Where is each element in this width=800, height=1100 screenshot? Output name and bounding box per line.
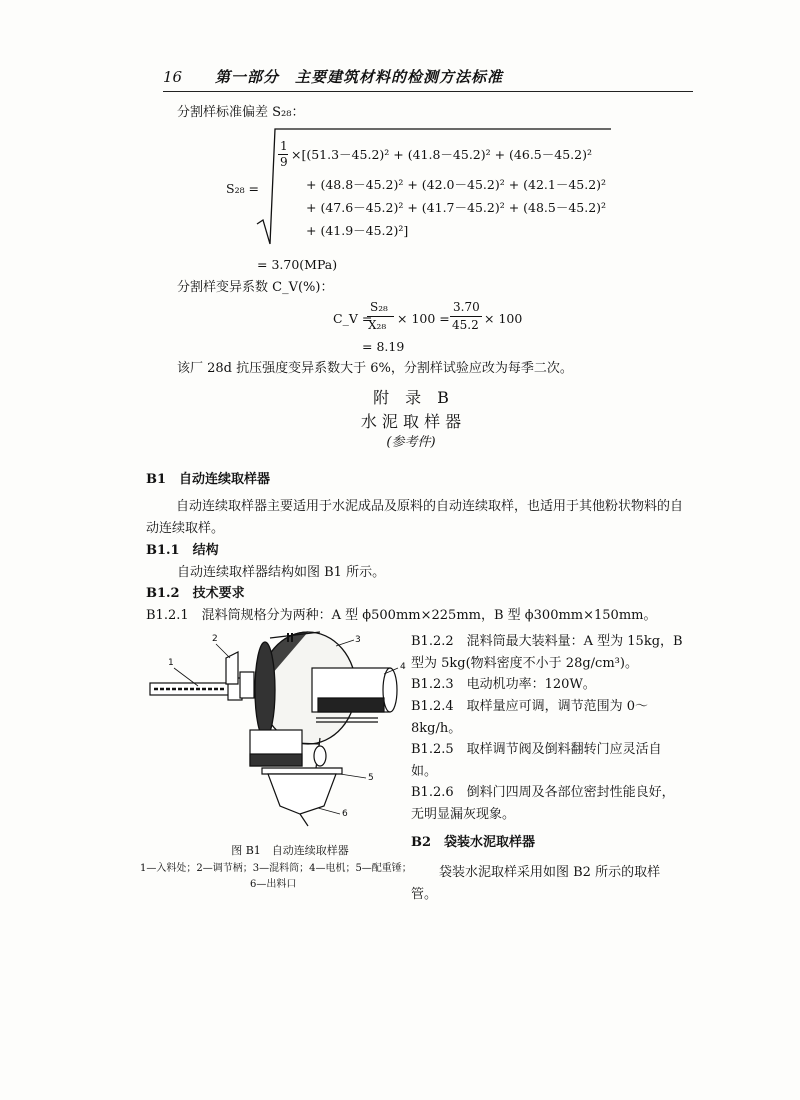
page-number: 16 (163, 68, 183, 86)
cv-frac1-numerator: S₂₈ (370, 300, 388, 314)
formula-line-3: + (47.6－45.2)² + (41.7－45.2)² + (48.5－45.2)² (306, 200, 607, 215)
cv-frac2-bar (450, 316, 482, 317)
cv-frac2-numerator: 3.70 (453, 300, 480, 314)
std-dev-lhs: S₂₈ = (226, 181, 260, 196)
figure-label-4: 4 (400, 662, 406, 672)
appendix-label: 附 录 B (373, 388, 449, 407)
appendix-title: 水 泥 取 样 器 (360, 412, 462, 431)
cv-intro: 分割样变异系数 C_V(%)： (177, 280, 334, 295)
formula-line-1: ×[(51.3－45.2)² + (41.8－45.2)² + (46.5－45.2)² (291, 147, 592, 162)
item-b1-2-2: B1.2.2 混料筒最大装料量：A 型为 15kg，B 型为 5kg(物料密度不小于 28g/cm³)。 (411, 634, 683, 671)
fraction-numerator: 1 (280, 139, 288, 153)
section-b1-1-paragraph: 自动连续取样器结构如图 B1 所示。 (177, 565, 386, 580)
item-b1-2-3: B1.2.3 电动机功率：120W。 (411, 677, 596, 692)
std-dev-result: = 3.70(MPa) (257, 257, 338, 272)
conclusion-text: 该厂 28d 抗压强度变异系数大于 6%，分割样试验应改为每季二次。 (177, 361, 573, 376)
std-dev-intro: 分割样标准偏差 S₂₈： (177, 105, 305, 120)
formula-line-4: + (41.9－45.2)²] (306, 223, 409, 238)
cv-frac1-bar (367, 316, 394, 317)
figure-legend-line-2: 6—出料口 (250, 879, 297, 890)
section-b2-title: B2 袋装水泥取样器 (411, 835, 536, 850)
section-b2-paragraph: 袋装水泥取样采用如图 B2 所示的取样管。 (411, 865, 661, 902)
item-b1-2-6: B1.2.6 倒料门四周及各部位密封性能良好，无明显漏灰现象。 (411, 785, 675, 822)
counterweight (250, 730, 302, 766)
figure-b1-sampler-drawing (140, 628, 410, 828)
figure-legend-line-1: 1—入料处；2—调节柄；3—混料筒；4—电机；5—配重锤； (140, 863, 412, 874)
running-header-title: 第一部分 主要建筑材料的检测方法标准 (215, 68, 504, 86)
cv-result: = 8.19 (362, 339, 405, 354)
figure-label-2: 2 (212, 634, 218, 644)
section-b1-1-title: B1.1 结构 (146, 543, 219, 558)
item-b1-2-1: B1.2.1 混料筒规格分为两种：A 型 ϕ500mm×225mm，B 型 ϕ300mm×150mm。 (146, 608, 657, 623)
figure-label-5: 5 (368, 773, 374, 783)
fraction-denominator: 9 (280, 155, 288, 169)
appendix-note: (参考件) (386, 435, 436, 450)
cv-middle: × 100 = (397, 311, 450, 326)
cv-tail: × 100 (484, 311, 523, 326)
figure-caption: 图 B1 自动连续取样器 (231, 844, 349, 857)
header-rule (163, 91, 693, 92)
item-b1-2-4: B1.2.4 取样量应可调，调节范围为 0～8kg/h。 (411, 699, 649, 736)
section-b1-2-title: B1.2 技术要求 (146, 586, 245, 601)
figure-label-6: 6 (342, 809, 348, 819)
item-b1-2-5: B1.2.5 取样调节阀及倒料翻转门应灵活自如。 (411, 742, 662, 779)
figure-label-3: 3 (355, 635, 361, 645)
cv-frac1-denominator: X₂₈ (368, 318, 387, 332)
cv-frac2-denominator: 45.2 (452, 318, 479, 332)
section-b1-paragraph: 自动连续取样器主要适用于水泥成品及原料的自动连续取样，也适用于其他粉状物料的自动连续取样。 (146, 499, 684, 536)
cv-lhs: C_V = (333, 311, 373, 326)
section-b1-title: B1 自动连续取样器 (146, 472, 271, 487)
figure-label-1: 1 (168, 658, 174, 668)
formula-line-2: + (48.8－45.2)² + (42.0－45.2)² + (42.1－45.2)² (306, 177, 607, 192)
